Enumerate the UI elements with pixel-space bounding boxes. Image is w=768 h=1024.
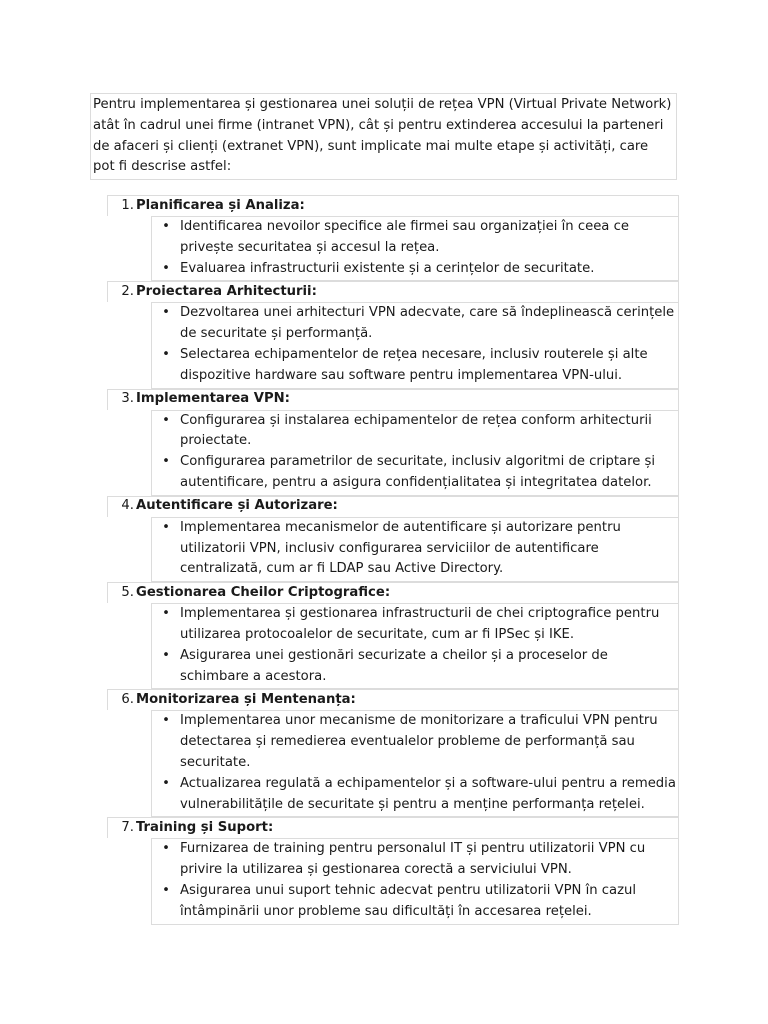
bullet-item [152,259,678,280]
bullet-text: Implementarea unor mecanisme de monitorizare a traficului VPN pentru detectarea și remedierea eventualelor probleme de performanță sau securitate. [180,713,658,770]
bullet-icon: • [162,346,170,362]
step-number: 5. [121,584,134,600]
bullet-icon: • [162,260,170,276]
bullet-icon: • [162,519,170,535]
bullet-text: Asigurarea unui suport tehnic adecvat pentru utilizatorii VPN în cazul întâmpinării unor probleme sau dificultăți în accesarea rețelei. [180,882,637,919]
step-number: 2. [121,284,134,299]
bullet-text: Configurarea parametrilor de securitate, inclusiv algoritmi de criptare și autentificare, pentru a asigura confidențialitatea și integritatea datelor. [180,454,656,490]
bullet-icon: • [162,454,170,470]
bullet-text: Dezvoltarea unei arhitecturi VPN adecvate, care să îndeplinească cerințele de securitate și performanță. [180,305,675,342]
bullet-item [152,604,678,646]
step-bullets [151,216,679,281]
bullet-item [152,881,678,923]
step-heading [107,689,679,710]
step-bullets [151,517,679,582]
steps-list [107,195,679,925]
bullet-icon: • [162,219,170,234]
bullet-item [152,839,678,881]
bullet-text: Implementarea și gestionarea infrastructurii de chei criptografice pentru utilizarea protocoalelor de securitate, cum ar fi IPSec și IKE. [180,606,660,642]
step-section [107,389,679,496]
bullet-icon: • [162,305,170,321]
intro-paragraph: Pentru implementarea și gestionarea unei soluții de rețea VPN (Virtual Private Network) atât în cadrul unei firme (intranet VPN), cât și pentru extinderea accesului la parteneri de afaceri și clienți (extranet VPN), sunt implicate mai multe etape și activități, care pot fi descrise astfel: [90,93,677,180]
bullet-icon: • [162,775,170,791]
bullet-item [152,217,678,259]
bullet-icon: • [162,412,170,428]
step-bullets [151,838,679,924]
bullet-icon: • [162,647,170,663]
step-section [107,582,679,689]
bullet-icon: • [162,882,170,898]
bullet-item [152,345,678,387]
bullet-text: Implementarea mecanismelor de autentificare și autorizare pentru utilizatorii VPN, inclusiv configurarea serviciilor de autentificare centralizată, cum ar fi LDAP sau Active Directory. [180,519,621,577]
bullet-item [152,411,678,453]
step-section [107,496,679,582]
step-bullets [151,710,679,817]
step-section [107,281,679,388]
step-number: 7. [121,819,134,835]
step-heading [107,817,679,838]
step-heading [107,582,679,603]
step-title: Implementarea VPN: [136,391,290,407]
step-number: 1. [121,197,134,213]
step-bullets [151,603,679,689]
bullet-icon: • [162,713,170,729]
bullet-text: Evaluarea infrastructurii existente și a cerințelor de securitate. [180,260,595,276]
step-heading [107,389,679,410]
bullet-text: Selectarea echipamentelor de rețea necesare, inclusiv routerele și alte dispozitive hardware sau software pentru implementarea VPN-ului. [180,346,648,383]
bullet-text: Identificarea nevoilor specifice ale firmei sau organizației în ceea ce privește securitatea și accesul la rețea. [180,219,629,255]
step-title: Autentificare și Autorizare: [136,498,338,514]
step-title: Proiectarea Arhitecturii: [136,284,317,299]
bullet-item [152,518,678,580]
bullet-item [152,646,678,688]
bullet-item [152,711,678,773]
step-bullets [151,410,679,496]
step-title: Planificarea și Analiza: [136,197,305,213]
step-title: Training și Suport: [136,819,274,835]
step-heading [107,496,679,517]
bullet-item [152,303,678,345]
bullet-text: Configurarea și instalarea echipamentelor de rețea conform arhitecturii proiectate. [180,412,652,449]
step-bullets [151,302,679,388]
step-section [107,817,679,924]
step-section [107,689,679,817]
step-title: Gestionarea Cheilor Criptografice: [136,584,391,600]
bullet-text: Asigurarea unei gestionări securizate a cheilor și a proceselor de schimbare a acestora. [180,647,608,684]
bullet-icon: • [162,606,170,622]
step-number: 6. [121,691,134,707]
step-number: 3. [121,391,134,407]
step-title: Monitorizarea și Mentenanța: [136,691,356,707]
bullet-text: Actualizarea regulată a echipamentelor și a software-ului pentru a remedia vulnerabilitățile de securitate și pentru a menține performanța rețelei. [180,775,676,812]
bullet-text: Furnizarea de training pentru personalul IT și pentru utilizatorii VPN cu privire la utilizarea și gestionarea corectă a serviciului VPN. [180,841,646,878]
step-number: 4. [121,498,134,514]
step-section [107,195,679,281]
bullet-icon: • [162,841,170,857]
bullet-item [152,774,678,816]
bullet-item [152,452,678,494]
step-heading [107,281,679,302]
step-heading [107,195,679,216]
